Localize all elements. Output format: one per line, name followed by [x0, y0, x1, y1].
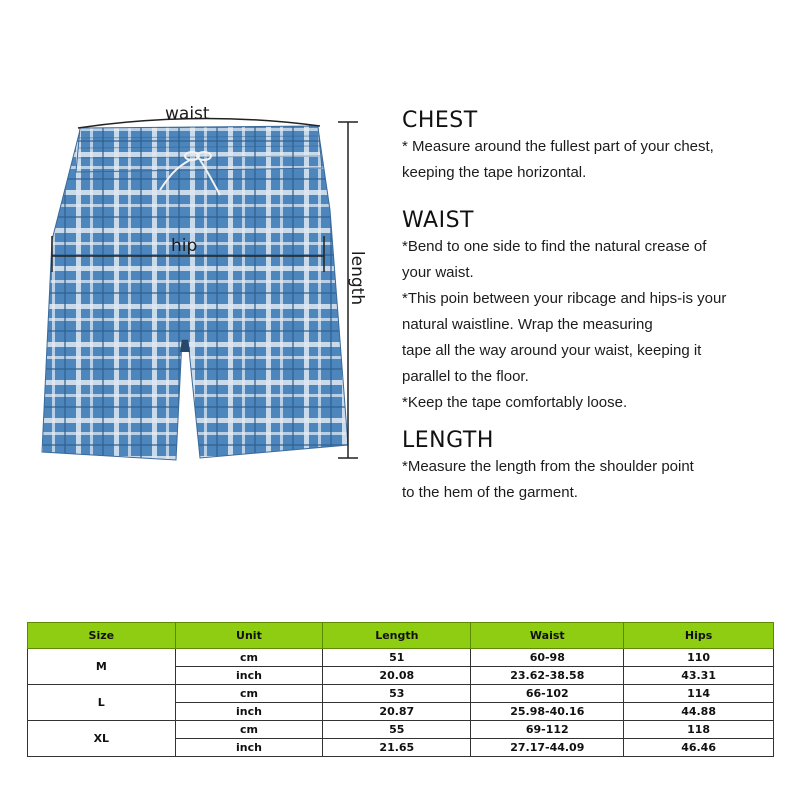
length-cell: 53: [323, 685, 471, 703]
unit-cell: inch: [175, 667, 323, 685]
table-row: [28, 685, 774, 703]
waist-label: waist: [165, 104, 210, 124]
size-cell: M: [28, 649, 176, 685]
waist-cell: 69-112: [471, 721, 624, 739]
header-length: Length: [323, 623, 471, 649]
length-cell: 21.65: [323, 739, 471, 757]
hip-label: hip: [171, 236, 198, 256]
length-cell: 51: [323, 649, 471, 667]
size-cell: L: [28, 685, 176, 721]
hips-cell: 110: [624, 649, 774, 667]
unit-cell: cm: [175, 721, 323, 739]
unit-cell: cm: [175, 649, 323, 667]
waist-section: [402, 208, 726, 415]
hips-cell: 46.46: [624, 739, 774, 757]
shorts-body: [42, 128, 348, 460]
chest-section: [402, 108, 714, 185]
size-chart-table: [27, 622, 774, 757]
waist-line: your waist.: [402, 264, 474, 281]
unit-cell: inch: [175, 703, 323, 721]
waist-line: parallel to the floor.: [402, 368, 529, 385]
shorts-illustration: [0, 0, 400, 480]
waist-cell: 27.17-44.09: [471, 739, 624, 757]
unit-cell: inch: [175, 739, 323, 757]
chest-title: CHEST: [402, 108, 478, 133]
hips-cell: 43.31: [624, 667, 774, 685]
chest-line: keeping the tape horizontal.: [402, 164, 587, 181]
waist-line: *Bend to one side to find the natural crease of: [402, 238, 707, 255]
waist-line: *This poin between your ribcage and hips-is your: [402, 290, 727, 307]
table-header-row: [28, 623, 774, 649]
table-row: [28, 721, 774, 739]
size-cell: XL: [28, 721, 176, 757]
length-line: to the hem of the garment.: [402, 484, 578, 501]
hips-cell: 114: [624, 685, 774, 703]
header-waist: Waist: [471, 623, 624, 649]
waist-cell: 23.62-38.58: [471, 667, 624, 685]
length-cell: 55: [323, 721, 471, 739]
waist-line: natural waistline. Wrap the measuring: [402, 316, 653, 333]
waist-cell: 60-98: [471, 649, 624, 667]
length-title: LENGTH: [402, 428, 494, 453]
header-size: Size: [28, 623, 176, 649]
chest-line: * Measure around the fullest part of your chest,: [402, 138, 714, 155]
hips-cell: 118: [624, 721, 774, 739]
header-hips: Hips: [624, 623, 774, 649]
length-section: [402, 428, 694, 505]
length-line: *Measure the length from the shoulder point: [402, 458, 694, 475]
length-cell: 20.08: [323, 667, 471, 685]
waist-title: WAIST: [402, 208, 474, 233]
length-label: length: [347, 250, 368, 306]
waistband: [76, 126, 322, 172]
unit-cell: cm: [175, 685, 323, 703]
header-unit: Unit: [175, 623, 323, 649]
table-row: [28, 649, 774, 667]
waist-cell: 66-102: [471, 685, 624, 703]
waist-cell: 25.98-40.16: [471, 703, 624, 721]
waist-line: *Keep the tape comfortably loose.: [402, 394, 628, 411]
hips-cell: 44.88: [624, 703, 774, 721]
waist-line: tape all the way around your waist, keeping it: [402, 342, 702, 359]
length-cell: 20.87: [323, 703, 471, 721]
